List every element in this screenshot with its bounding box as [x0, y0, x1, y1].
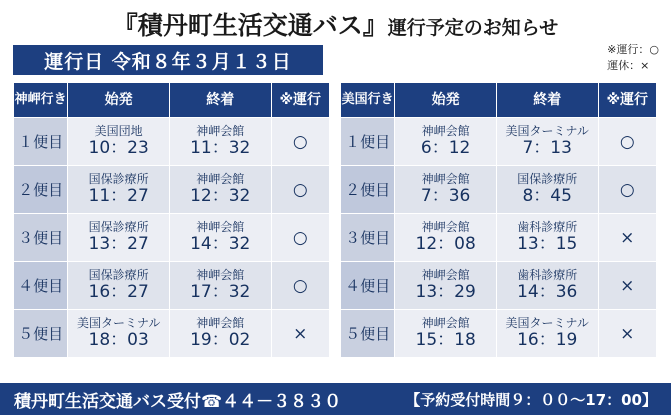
schedule-tables [13, 82, 658, 358]
trip-number: ３便目 [14, 214, 68, 262]
departure-cell [68, 166, 170, 214]
arrival-cell [169, 166, 271, 214]
table-body-to-bikuni [341, 118, 657, 358]
status-mark: ○ [292, 227, 308, 248]
departure-cell [68, 310, 170, 358]
arrival-time: 14：36 [517, 282, 578, 303]
departure-stop: 国保診療所 [88, 172, 149, 187]
departure-stop: 美国団地 [94, 124, 143, 139]
status-cell [598, 262, 657, 310]
status-mark: ○ [619, 131, 635, 152]
header-departure: 始発 [395, 83, 497, 118]
departure-time: 7：36 [420, 186, 471, 207]
status-mark: × [620, 275, 635, 296]
trip-number: １便目 [14, 118, 68, 166]
legend-operating: ※運行：○ [607, 43, 659, 56]
status-cell [271, 118, 330, 166]
departure-cell [395, 166, 497, 214]
arrival-cell [496, 166, 598, 214]
arrival-cell [496, 262, 598, 310]
departure-time: 10：23 [88, 138, 149, 159]
table-row [341, 262, 657, 310]
arrival-stop: 神岬会館 [196, 220, 245, 235]
departure-cell [395, 262, 497, 310]
table-row [341, 166, 657, 214]
arrival-stop: 神岬会館 [196, 268, 245, 283]
trip-number: ４便目 [14, 262, 68, 310]
arrival-stop: 神岬会館 [196, 172, 245, 187]
trip-number: １便目 [341, 118, 395, 166]
status-cell [271, 262, 330, 310]
trip-number: ４便目 [341, 262, 395, 310]
departure-cell [395, 310, 497, 358]
trip-number: ２便目 [14, 166, 68, 214]
status-mark: × [620, 227, 635, 248]
status-cell [598, 310, 657, 358]
table-row [14, 118, 330, 166]
header-flag: ※運行 [271, 83, 330, 118]
departure-time: 11：27 [88, 186, 149, 207]
table-row [341, 310, 657, 358]
arrival-stop: 神岬会館 [196, 316, 245, 331]
departure-time: 15：18 [415, 330, 476, 351]
table-row [341, 118, 657, 166]
departure-time: 6：12 [420, 138, 471, 159]
table-header-to-bikuni [341, 83, 657, 118]
departure-time: 12：08 [415, 234, 476, 255]
departure-time: 16：27 [88, 282, 149, 303]
status-mark: ○ [292, 131, 308, 152]
arrival-cell [496, 118, 598, 166]
header-direction-label: 美国行き [341, 91, 394, 107]
table-row [14, 166, 330, 214]
table-row [14, 262, 330, 310]
arrival-cell [169, 118, 271, 166]
arrival-cell [496, 214, 598, 262]
header-arrival: 終着 [496, 83, 598, 118]
header-direction-label: 神岬行き [14, 91, 67, 107]
trip-number: ５便目 [341, 310, 395, 358]
legend [607, 42, 659, 74]
arrival-time: 16：19 [517, 330, 578, 351]
page-title [0, 6, 671, 42]
departure-stop: 国保診療所 [88, 220, 149, 235]
arrival-stop: 歯科診療所 [517, 268, 578, 283]
arrival-time: 8：45 [522, 186, 572, 207]
service-date-banner: 運行日 令和８年３月１３日 [13, 45, 323, 75]
header-departure: 始発 [68, 83, 170, 118]
departure-stop: 神岬会館 [421, 172, 470, 187]
arrival-time: 19：02 [190, 330, 251, 351]
header-direction [341, 83, 395, 118]
status-cell [598, 166, 657, 214]
departure-time: 13：27 [88, 234, 149, 255]
status-cell [271, 166, 330, 214]
departure-stop: 神岬会館 [421, 316, 470, 331]
status-mark: × [620, 323, 635, 344]
schedule-table-to-kamui [13, 82, 330, 358]
arrival-stop: 美国ターミナル [505, 124, 589, 139]
departure-cell [68, 262, 170, 310]
table-row [14, 310, 330, 358]
header-row [14, 83, 330, 118]
arrival-stop: 国保診療所 [517, 172, 578, 187]
departure-stop: 神岬会館 [421, 268, 470, 283]
reservation-hours: 【予約受付時間９：００～17：00】 [405, 390, 657, 409]
page-title-sub: 運行予定のお知らせ [387, 17, 559, 39]
departure-cell [68, 214, 170, 262]
arrival-cell [169, 262, 271, 310]
table-body-to-kamui [14, 118, 330, 358]
status-cell [598, 214, 657, 262]
trip-number: ２便目 [341, 166, 395, 214]
trip-number: ３便目 [341, 214, 395, 262]
arrival-time: 7：13 [522, 138, 572, 159]
reservation-phone: 積丹町生活交通バス受付☎４４－３８３０ [14, 391, 342, 412]
table-row [14, 214, 330, 262]
legend-suspended: 運休：× [607, 58, 650, 72]
departure-cell [68, 118, 170, 166]
departure-stop: 美国ターミナル [76, 316, 161, 331]
arrival-cell [496, 310, 598, 358]
contact-footer [0, 383, 671, 415]
arrival-time: 11：32 [190, 138, 251, 159]
arrival-stop: 美国ターミナル [505, 316, 589, 331]
departure-stop: 神岬会館 [421, 220, 470, 235]
departure-cell [395, 214, 497, 262]
status-cell [271, 214, 330, 262]
arrival-time: 17：32 [190, 282, 251, 303]
departure-cell [395, 118, 497, 166]
arrival-cell [169, 214, 271, 262]
status-mark: ○ [292, 179, 308, 200]
header-arrival: 終着 [169, 83, 271, 118]
arrival-time: 12：32 [190, 186, 251, 207]
trip-number: ５便目 [14, 310, 68, 358]
status-mark: ○ [619, 179, 635, 200]
status-cell [598, 118, 657, 166]
status-mark: ○ [292, 275, 308, 296]
arrival-time: 14：32 [190, 234, 251, 255]
table-header-to-kamui [14, 83, 330, 118]
table-row [341, 214, 657, 262]
departure-time: 18：03 [88, 330, 149, 351]
departure-stop: 神岬会館 [421, 124, 470, 139]
page-title-main: 『積丹町生活交通バス』 [112, 11, 388, 40]
header-row [341, 83, 657, 118]
status-cell [271, 310, 330, 358]
header-direction [14, 83, 68, 118]
arrival-cell [169, 310, 271, 358]
arrival-stop: 歯科診療所 [517, 220, 578, 235]
departure-stop: 国保診療所 [88, 268, 149, 283]
header-flag: ※運行 [598, 83, 657, 118]
status-mark: × [293, 323, 308, 344]
departure-time: 13：29 [415, 282, 476, 303]
schedule-table-to-bikuni [340, 82, 657, 358]
arrival-stop: 神岬会館 [196, 124, 245, 139]
arrival-time: 13：15 [517, 234, 578, 255]
